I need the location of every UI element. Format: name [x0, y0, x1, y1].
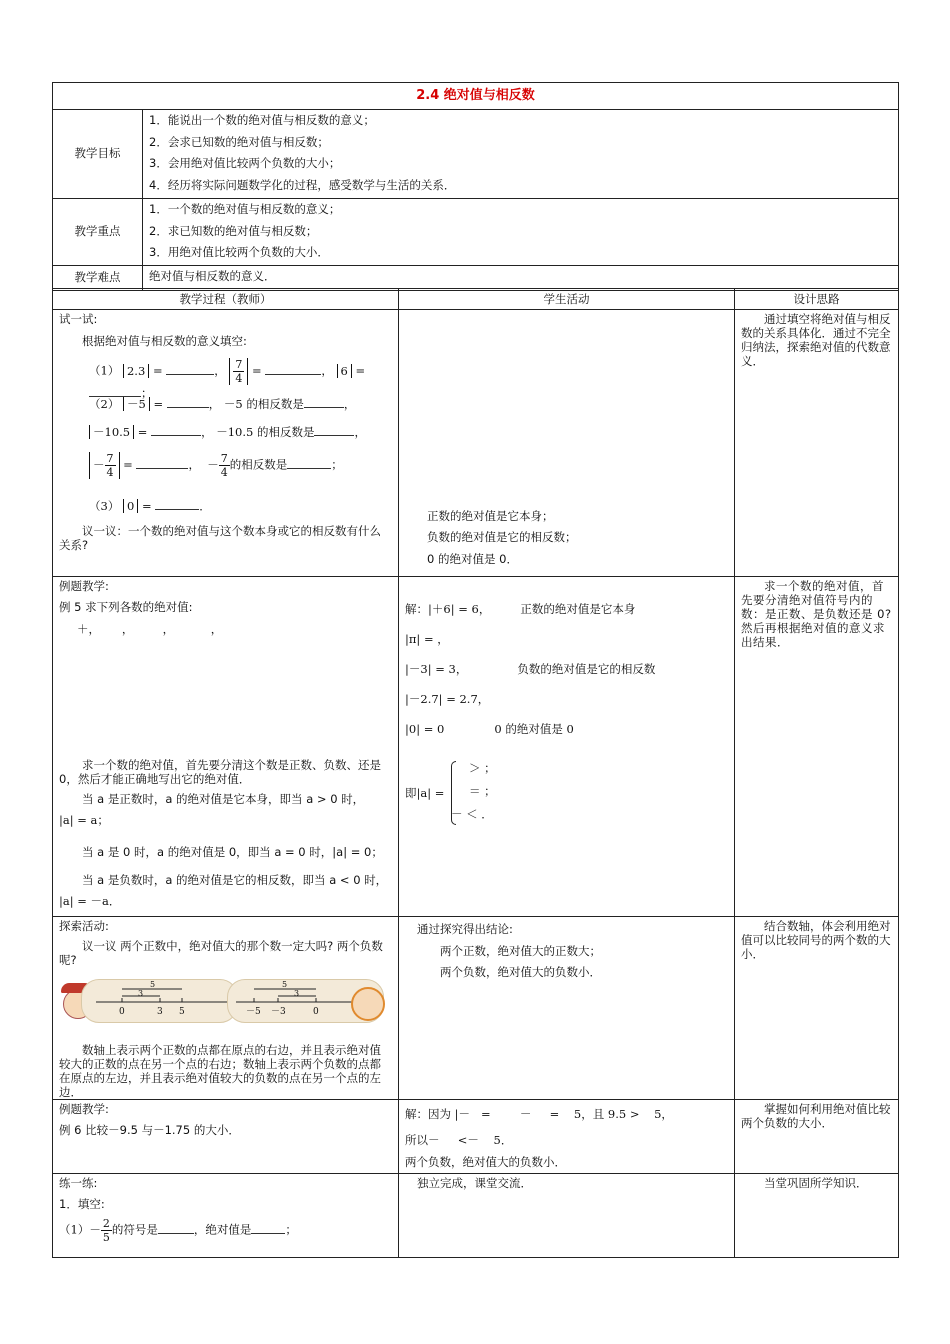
objectives-label: 教学目标	[53, 110, 143, 199]
section-title: 试一试:	[59, 312, 98, 326]
objective-item: 4．经历将实际问题数学化的过程，感受数学与生活的关系．	[149, 177, 456, 192]
solution-line: 所以－ <－ 5．	[405, 1133, 513, 1147]
rule-positive-formula: |a| = a；	[59, 813, 109, 827]
distance-label: 3	[294, 989, 300, 998]
solution-line: |π| = ，	[405, 632, 449, 646]
page-title: 2.4 绝对值与相反数	[53, 83, 899, 110]
section-title: 探索活动:	[59, 919, 109, 933]
distance-label: 3	[138, 989, 144, 998]
design-note: 结合数轴，体会利用绝对值可以比较同号的两个数的大小．	[741, 919, 891, 961]
exercise-line-4: － $\frac{7}{4}$ = ， － $\frac{7}{4}$ 的相反数是 ；	[59, 452, 392, 494]
distance-label: 5	[150, 980, 156, 989]
exercise-line-1: （1） 2.3 = ， $\frac{7}{4}$ = ， 6 = ；	[89, 358, 366, 400]
difficulty-text: 绝对值与相反数的意义．	[149, 268, 276, 283]
tick-label: 5	[179, 1007, 185, 1017]
solution-line: 解：因为 |－ = － = 5，且 9.5 > 5，	[405, 1107, 673, 1121]
rule-positive: 当 a 是正数时，a 的绝对值是它本身，即当 a > 0 时，	[82, 792, 365, 806]
solution-line: 解：|＋6| = 6， 正数的绝对值是它本身	[405, 602, 636, 616]
header-student: 学生活动	[399, 289, 735, 310]
example-title: 例 5 求下列各数的绝对值:	[59, 600, 193, 614]
example-values: ＋， ， ， ，	[77, 622, 223, 636]
student-note: 0 的绝对值是 0．	[427, 551, 518, 566]
objective-item: 1．能说出一个数的绝对值与相反数的意义；	[149, 113, 375, 127]
discuss-question: 议一议：一个数的绝对值与这个数本身或它的相反数有什么关系?	[59, 524, 381, 552]
exercise-line-2: （2） －5 = ， －5 的相反数是 ，	[89, 397, 356, 411]
tick-label: 0	[313, 1007, 319, 1017]
conclusion-title: 通过探究得出结论:	[417, 922, 513, 936]
lesson-info-table	[52, 82, 899, 291]
explore-conclusion-text: 数轴上表示两个正数的点都在原点的右边，并且表示绝对值较大的正数的点在另一个点的右边；数轴上表示两个负数的点都在原点的左边，并且表示绝对值较大的负数的点在另一个点的左边．	[59, 1043, 381, 1099]
keypoints-label: 教学重点	[53, 199, 143, 266]
rule-negative: 当 a 是负数时，a 的绝对值是它的相反数，即当 a < 0 时，	[82, 873, 388, 887]
keypoint-item: 3．用绝对值比较两个负数的大小．	[149, 245, 329, 259]
student-note: 负数的绝对值是它的相反数；	[427, 530, 577, 544]
tick-label: 3	[157, 1007, 163, 1017]
difficulty-label: 教学难点	[53, 265, 143, 290]
objective-item: 2．会求已知数的绝对值与相反数；	[149, 134, 329, 149]
example-title: 例 6 比较－9.5 与－1.75 的大小．	[59, 1123, 240, 1137]
design-note: 掌握如何利用绝对值比较两个负数的大小．	[741, 1102, 891, 1130]
tick-label: －3	[271, 1007, 286, 1017]
rule-negative-formula: |a| = －a．	[59, 894, 121, 908]
teaching-process-table	[52, 288, 899, 1258]
section-title: 例题教学:	[59, 1102, 109, 1116]
practice-question: （1）－ $\frac{2}{5}$ 的符号是 ，绝对值是 ；	[59, 1217, 297, 1244]
exercise-line-3: －10.5 = ， －10.5 的相反数是 ，	[59, 424, 392, 452]
example-explanation: 求一个数的绝对值，首先要分清这个数是正数、负数、还是 0，然后才能正确地写出它的绝对值．	[59, 758, 381, 786]
design-note: 当堂巩固所学知识．	[764, 1176, 868, 1190]
section-intro: 根据绝对值与相反数的意义填空:	[82, 334, 247, 348]
student-note: 独立完成，课堂交流．	[417, 1176, 532, 1190]
solution-line: |0| = 0 0 的绝对值是 0	[405, 722, 574, 736]
student-note: 正数的绝对值是它本身；	[427, 508, 554, 523]
keypoint-item: 1．一个数的绝对值与相反数的意义；	[149, 202, 341, 216]
section-title: 练一练:	[59, 1176, 98, 1190]
keypoint-item: 2．求已知数的绝对值与相反数；	[149, 223, 318, 238]
conclusion-item: 两个正数，绝对值大的正数大；	[440, 943, 601, 958]
section-title: 例题教学:	[59, 579, 109, 593]
header-design: 设计思路	[735, 289, 899, 310]
conclusion-item: 两个负数，绝对值大的负数小．	[440, 965, 601, 979]
solution-line: |－3| = 3， 负数的绝对值是它的相反数	[405, 662, 656, 676]
rule-zero: 当 a 是 0 时，a 的绝对值是 0，即当 a = 0 时，|a| = 0；	[82, 844, 383, 859]
header-teacher: 教学过程（教师）	[53, 289, 399, 310]
piecewise-definition: 即|a| = ＞ ； ＝ ； － ＜ ．	[405, 759, 728, 829]
practice-item: 1．填空:	[59, 1197, 105, 1211]
tick-label: 0	[119, 1007, 125, 1017]
solution-line: 两个负数，绝对值大的负数小．	[405, 1154, 566, 1169]
number-line-figure	[59, 973, 392, 1033]
distance-label: 5	[282, 980, 288, 989]
design-note: 通过填空将绝对值与相反数的关系具体化．通过不完全归纳法，探索绝对值的代数意义．	[741, 312, 891, 368]
explore-question: 议一议 两个正数中，绝对值大的那个数一定大吗? 两个负数呢?	[59, 939, 383, 967]
tick-label: －5	[246, 1007, 261, 1017]
solution-line: |－2.7| = 2.7，	[405, 692, 490, 706]
design-note: 求一个数的绝对值，首先要分清绝对值符号内的数：是正数、是负数还是 0? 然后再根据绝对值的意义求出结果．	[741, 579, 892, 649]
objective-item: 3．会用绝对值比较两个负数的大小；	[149, 156, 341, 170]
positive-number-line	[81, 979, 238, 1023]
exercise-line-5: （3） 0 = ．	[89, 499, 211, 513]
student-figure-right	[351, 987, 385, 1021]
